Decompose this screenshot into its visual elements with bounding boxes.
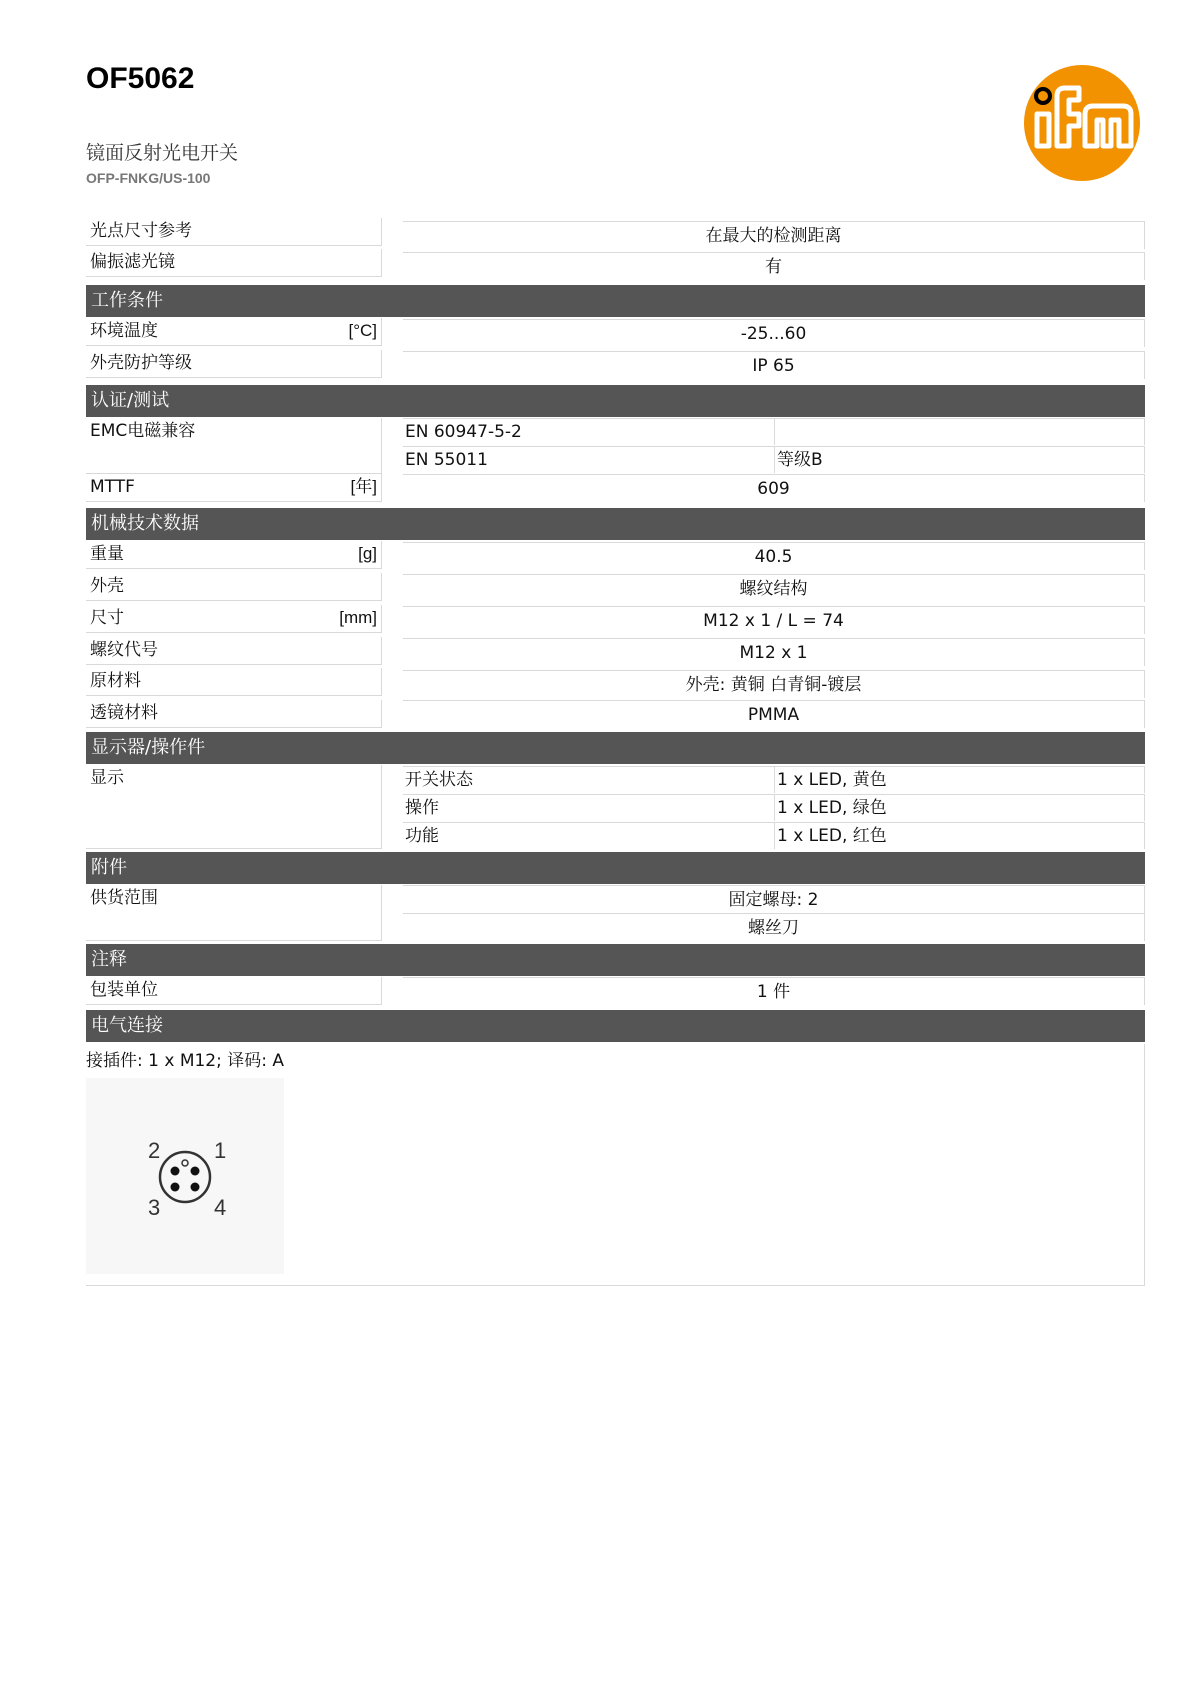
spec-label: 光点尺寸参考 [86, 218, 382, 246]
spec-label: 原材料 [86, 668, 382, 696]
product-title: OF5062 [86, 62, 195, 95]
section-header-mechanical: 机械技术数据 [86, 508, 1145, 540]
spec-label: MTTF [年] [86, 474, 382, 502]
display-label: 显示 [86, 765, 382, 849]
section-header-certification: 认证/测试 [86, 385, 1145, 417]
spec-label: 环境温度 [°C] [86, 318, 382, 346]
spec-value: IP 65 [403, 351, 1145, 379]
spec-value: PMMA [403, 700, 1145, 728]
spec-unit: [°C] [348, 321, 377, 340]
section-header-display: 显示器/操作件 [86, 732, 1145, 764]
ifm-logo [1023, 64, 1141, 182]
spec-label: 偏振滤光镜 [86, 249, 382, 277]
spec-label: 螺纹代号 [86, 637, 382, 665]
spec-value: 螺纹结构 [403, 574, 1145, 602]
spec-value: M12 x 1 [403, 638, 1145, 666]
spec-unit: [mm] [339, 608, 377, 627]
accessory-item: 螺丝刀 [403, 913, 1145, 941]
spec-value: 外壳: 黄铜 白青铜-镀层 [403, 670, 1145, 698]
spec-label: 包装单位 [86, 977, 382, 1005]
section-header-electrical: 电气连接 [86, 1010, 1145, 1042]
connector-text: 接插件: 1 x M12; 译码: A [86, 1051, 285, 1071]
spec-label: 尺寸 [mm] [86, 605, 382, 633]
spec-value: 在最大的检测距离 [403, 221, 1145, 249]
pin-label: 4 [214, 1195, 227, 1220]
emc-standard: EN 55011 [403, 446, 775, 473]
spec-value: M12 x 1 / L = 74 [403, 606, 1145, 634]
ifm-logo-icon [1023, 64, 1141, 182]
spec-label: 外壳防护等级 [86, 350, 382, 378]
emc-class [775, 418, 1145, 445]
spec-value: 609 [403, 474, 1145, 502]
section-header-accessories: 附件 [86, 852, 1145, 884]
pin-label: 2 [148, 1138, 161, 1163]
spec-label: 透镜材料 [86, 700, 382, 728]
section-header-operating: 工作条件 [86, 285, 1145, 317]
display-item-value: 1 x LED, 黄色 [775, 766, 1145, 793]
pin-diagram [86, 1078, 284, 1274]
spec-value: 有 [403, 252, 1145, 280]
product-code: OFP-FNKG/US-100 [86, 170, 211, 186]
spec-label: 外壳 [86, 573, 382, 601]
display-item-name: 开关状态 [403, 766, 775, 793]
spec-label: 重量 [g] [86, 541, 382, 569]
product-subtitle: 镜面反射光电开关 [86, 142, 239, 164]
spec-unit: [年] [350, 477, 377, 496]
spec-value: 1 件 [403, 977, 1145, 1005]
spec-value: 40.5 [403, 542, 1145, 570]
display-item-name: 操作 [403, 794, 775, 821]
accessories-label: 供货范围 [86, 885, 382, 941]
display-item-value: 1 x LED, 绿色 [775, 794, 1145, 821]
emc-class: 等级B [775, 446, 1145, 473]
pin-label: 3 [148, 1195, 161, 1220]
spec-unit: [g] [358, 544, 377, 563]
section-header-notes: 注释 [86, 944, 1145, 976]
pin-label: 1 [214, 1138, 227, 1163]
display-item-value: 1 x LED, 红色 [775, 822, 1145, 849]
emc-standard: EN 60947-5-2 [403, 418, 775, 445]
accessory-item: 固定螺母: 2 [403, 885, 1145, 913]
m12-connector-icon [86, 1078, 284, 1274]
spec-value: -25...60 [403, 319, 1145, 347]
emc-label: EMC电磁兼容 [86, 418, 382, 474]
display-item-name: 功能 [403, 822, 775, 849]
